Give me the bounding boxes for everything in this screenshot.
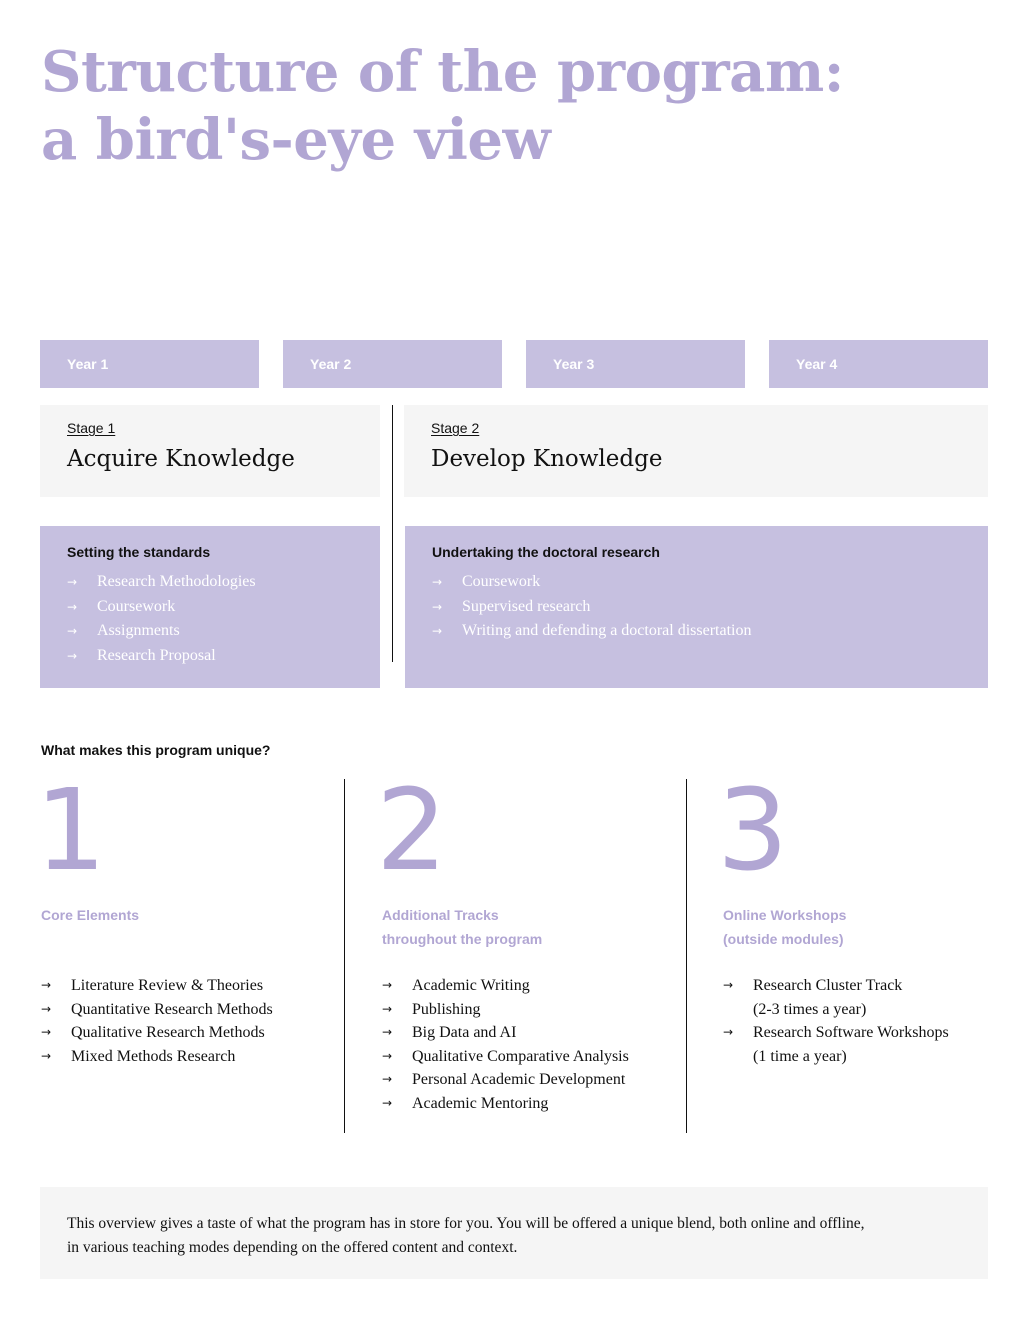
arrow-right-icon: → (67, 648, 78, 663)
list-item-label: Mixed Methods Research (71, 1047, 236, 1065)
list-item (41, 974, 273, 998)
list-item-label: Coursework (462, 573, 541, 590)
list-item-line-1: Research Cluster Track (753, 977, 903, 994)
list-item (67, 570, 380, 595)
arrow-right-icon: → (382, 1072, 393, 1087)
unique-column-1 (35, 766, 341, 1065)
arrow-right-icon: → (382, 1048, 393, 1063)
list-item (382, 1021, 629, 1045)
year-2-bar: Year 2 (283, 340, 502, 388)
arrow-right-icon: → (382, 978, 393, 992)
list-item-label: Coursework (97, 597, 176, 615)
stage-1-label: Stage 1 (67, 420, 116, 436)
list-item (382, 1092, 629, 1116)
list-item-label: Qualitative Comparative Analysis (412, 1047, 629, 1065)
column-2-number: 2 (376, 766, 448, 896)
arrow-right-icon: → (382, 1095, 393, 1110)
list-item (432, 619, 988, 644)
stage-1-box-title: Setting the standards (67, 544, 211, 560)
column-1-label (41, 903, 341, 927)
column-2-list (382, 974, 629, 1116)
column-1-list (41, 974, 273, 1068)
arrow-right-icon: → (382, 1025, 393, 1040)
list-item-label: Academic Mentoring (412, 1094, 549, 1112)
arrow-right-icon: → (723, 978, 734, 992)
stage-2-list (432, 570, 988, 644)
list-item-line-2: (1 time a year) (753, 1047, 847, 1065)
arrow-right-icon: → (41, 1048, 52, 1063)
list-item-label: Supervised research (462, 597, 591, 615)
list-item-label: Research Proposal (97, 646, 216, 664)
column-1-label-line-1: Core Elements (41, 907, 140, 923)
unique-column-3 (717, 766, 1022, 1065)
page-title-line-2: a bird's-eye view (41, 107, 551, 173)
list-item-label: Publishing (412, 1000, 481, 1018)
column-3-label-line-1: Online Workshops (723, 907, 847, 923)
list-item (67, 644, 380, 669)
list-item-line-2: (2-3 times a year) (753, 1000, 867, 1018)
list-item-label (753, 974, 902, 1021)
list-item (67, 595, 380, 620)
column-2-label-line-2: throughout the program (382, 931, 543, 947)
list-item-label (753, 1021, 949, 1068)
arrow-right-icon: → (382, 1001, 393, 1016)
list-item-label: Literature Review & Theories (71, 977, 264, 994)
year-4-bar: Year 4 (769, 340, 988, 388)
arrow-right-icon: → (67, 599, 78, 614)
list-item (382, 1068, 629, 1092)
column-3-label-line-2: (outside modules) (723, 931, 844, 947)
arrow-right-icon: → (723, 1025, 734, 1040)
list-item (41, 1045, 273, 1069)
list-item-label: Personal Academic Development (412, 1071, 626, 1089)
arrow-right-icon: → (67, 624, 78, 638)
arrow-right-icon: → (432, 575, 443, 589)
column-3-list (723, 974, 949, 1068)
footer-note (40, 1187, 988, 1279)
column-divider-1 (344, 779, 345, 1133)
list-item-label: Big Data and AI (412, 1024, 517, 1042)
list-item (382, 1045, 629, 1069)
stage-2-box (405, 526, 988, 688)
page-title-line-1: Structure of the program: (41, 39, 844, 105)
list-item-line-1: Research Software Workshops (753, 1024, 949, 1042)
column-divider-2 (686, 779, 687, 1133)
stage-1-header (40, 405, 380, 497)
arrow-right-icon: → (41, 1025, 52, 1040)
year-3-bar: Year 3 (526, 340, 745, 388)
list-item (41, 1021, 273, 1045)
stage-divider (392, 405, 393, 662)
list-item (67, 619, 380, 644)
stage-2-label: Stage 2 (431, 420, 480, 436)
column-2-label (382, 903, 682, 951)
list-item-label: Academic Writing (412, 977, 530, 994)
list-item (382, 974, 629, 998)
stage-2-box-title: Undertaking the doctoral research (432, 544, 660, 560)
list-item-label: Quantitative Research Methods (71, 1000, 273, 1018)
footer-note-line-1: This overview gives a taste of what the program has in store for you. You will be offered a unique blend, both online and offline, (67, 1215, 865, 1232)
column-1-number: 1 (35, 766, 107, 896)
page-title (41, 38, 941, 174)
list-item (432, 570, 988, 595)
column-3-number: 3 (717, 766, 789, 896)
list-item-label: Assignments (97, 622, 180, 639)
stage-2-title: Develop Knowledge (431, 446, 663, 472)
column-3-label (723, 903, 1022, 951)
stage-2-header (404, 405, 988, 497)
list-item (41, 998, 273, 1022)
year-1-bar: Year 1 (40, 340, 259, 388)
arrow-right-icon: → (41, 978, 52, 992)
list-item (723, 1021, 949, 1068)
list-item-label: Research Methodologies (97, 573, 256, 590)
arrow-right-icon: → (41, 1001, 52, 1016)
arrow-right-icon: → (67, 575, 78, 589)
unique-section-heading: What makes this program unique? (41, 742, 271, 758)
stage-1-title: Acquire Knowledge (67, 446, 295, 472)
list-item (432, 595, 988, 620)
stage-1-box (40, 526, 380, 688)
arrow-right-icon: → (432, 599, 443, 614)
column-2-label-line-1: Additional Tracks (382, 907, 499, 923)
unique-column-2 (376, 766, 682, 1112)
list-item (382, 998, 629, 1022)
footer-note-line-2: in various teaching modes depending on the offered content and context. (67, 1238, 518, 1256)
list-item (723, 974, 949, 1021)
list-item-label: Writing and defending a doctoral dissertation (462, 622, 752, 639)
stage-1-list (67, 570, 380, 668)
list-item-label: Qualitative Research Methods (71, 1024, 265, 1042)
arrow-right-icon: → (432, 624, 443, 638)
